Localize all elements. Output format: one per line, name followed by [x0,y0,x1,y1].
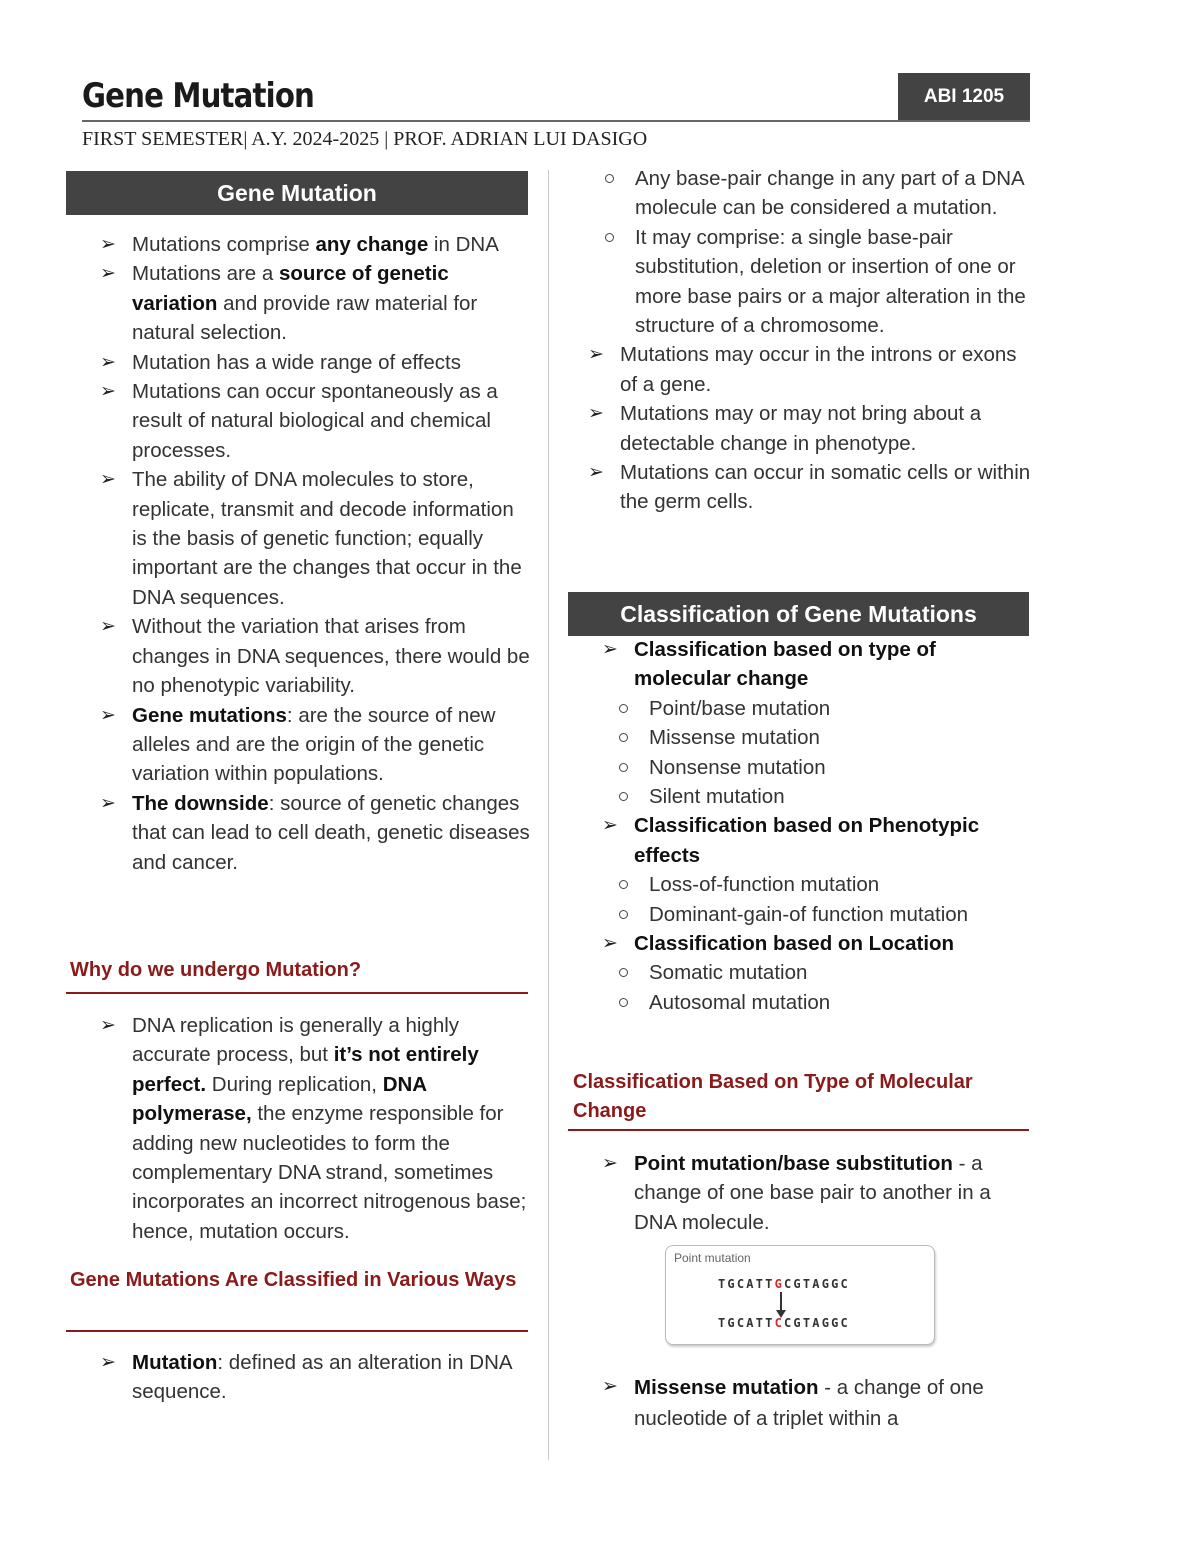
arrowhead-bullet-icon: ➢ [602,933,618,955]
classification-list [582,635,1034,1017]
list-item: ➢ Point mutation/base substitution - a change of one base pair to another in a DNA molecule. [582,1149,1034,1237]
heading-underline [66,992,528,994]
circle-bullet-icon [605,174,614,183]
gene-mutation-bullets [80,230,532,877]
arrowhead-bullet-icon: ➢ [588,403,604,425]
arrowhead-bullet-icon: ➢ [100,616,116,638]
arrowhead-bullet-icon: ➢ [100,469,116,491]
arrowhead-bullet-icon: ➢ [602,1153,618,1174]
arrowhead-bullet-icon: ➢ [602,815,618,837]
circle-bullet-icon [619,704,628,713]
circle-bullet-icon [619,968,628,977]
circle-bullet-icon [619,910,628,919]
arrowhead-bullet-icon: ➢ [602,1376,618,1397]
sub-list [582,870,1034,929]
section-title-classification: Classification of Gene Mutations [568,592,1029,636]
list-item: ➢ Classification based on type of molecular change Point/base mutation Missense mutation Nonsense mutation Silent mutation [582,635,1034,811]
arrowhead-bullet-icon: ➢ [100,381,116,403]
list-item: ➢ Gene mutations: are the source of new alleles and are the origin of the genetic variation within populations. [80,701,532,789]
sub-list [568,164,1038,340]
heading-underline [568,1129,1029,1131]
circle-bullet-icon [619,880,628,889]
circle-bullet-icon [619,998,628,1007]
list-item: ➢ Mutation: defined as an alteration in DNA sequence. [80,1348,532,1407]
arrowhead-bullet-icon: ➢ [100,234,116,255]
list-item: ➢ Mutations may occur in the introns or exons of a gene. [568,340,1038,399]
arrowhead-bullet-icon: ➢ [100,792,116,814]
sub-list [582,694,1034,812]
mutated-sequence: TGCATTCCGTAGGC [718,1316,850,1330]
section-title-gene-mutation: Gene Mutation [66,171,528,215]
list-item: ➢ Mutations may or may not bring about a detectable change in phenotype. [568,399,1038,458]
arrowhead-bullet-icon: ➢ [588,344,604,366]
sub-list-item: Any base-pair change in any part of a DNA molecule can be considered a mutation. [568,164,1038,223]
list-item: ➢ Classification based on Location Somatic mutation Autosomal mutation [582,929,1034,1017]
point-mutation-bullets [582,1149,1034,1237]
list-item: ➢ Mutations comprise any change in DNA [80,230,532,259]
why-mutation-bullets [80,1011,532,1246]
list-item: ➢ DNA replication is generally a highly accurate process, but it’s not entirely perfect. During replication, DNA polymerase, the enzyme responsible for adding new nucleotides to form the complementary DNA strand, sometimes incorporates an incorrect nitrogenous base; hence, mutation occurs. [80,1011,532,1246]
list-item: ➢ Without the variation that arises from changes in DNA sequences, there would be no phenotypic variability. [80,612,532,700]
arrowhead-bullet-icon: ➢ [100,1352,116,1373]
list-item: ➢ The ability of DNA molecules to store, replicate, transmit and decode information is the basis of genetic function; equally important are the changes that occur in the DNA sequences. [80,465,532,612]
original-sequence: TGCATTGCGTAGGC [718,1277,850,1291]
subtitle: FIRST SEMESTER| A.Y. 2024-2025 | PROF. ADRIAN LUI DASIGO [82,128,648,150]
sub-list-item: Missense mutation [582,723,1034,752]
arrowhead-bullet-icon: ➢ [588,462,604,484]
page-title: Gene Mutation [82,76,315,116]
continued-sublist [568,164,1038,517]
list-item: ➢ Mutations can occur in somatic cells or within the germ cells. [568,458,1038,517]
missense-bullets [582,1372,1034,1434]
circle-bullet-icon [619,733,628,742]
figure-caption: Point mutation [674,1251,751,1265]
sub-list-item: Dominant-gain-of function mutation [582,900,1034,929]
arrowhead-bullet-icon: ➢ [100,704,116,726]
sub-list-item: Loss-of-function mutation [582,870,1034,899]
sub-list-item: Somatic mutation [582,958,1034,987]
list-item: ➢ Mutations are a source of genetic variation and provide raw material for natural selection. [80,259,532,347]
circle-bullet-icon [605,233,614,242]
list-item [568,164,1038,340]
list-item: ➢ Mutation has a wide range of effects [80,348,532,377]
sub-list-item: Autosomal mutation [582,988,1034,1017]
point-mutation-figure [665,1245,935,1345]
list-item: ➢ Missense mutation - a change of one nucleotide of a triplet within a [582,1372,1034,1434]
arrowhead-bullet-icon: ➢ [100,263,116,285]
heading-classified-ways: Gene Mutations Are Classified in Various Ways [70,1269,517,1291]
sub-list-item: It may comprise: a single base-pair substitution, deletion or insertion of one or more base pairs or a major alteration in the structure of a chromosome. [568,223,1038,341]
course-code-badge: ABI 1205 [898,73,1030,121]
arrowhead-bullet-icon: ➢ [100,351,116,373]
sub-list-item: Silent mutation [582,782,1034,811]
list-item: ➢ Mutations can occur spontaneously as a result of natural biological and chemical processes. [80,377,532,465]
list-item: ➢ The downside: source of genetic changes that can lead to cell death, genetic diseases and cancer. [80,789,532,877]
heading-underline [66,1330,528,1332]
sub-list-item: Nonsense mutation [582,753,1034,782]
mutation-definition-bullets [80,1348,532,1407]
heading-why-mutation: Why do we undergo Mutation? [70,959,362,981]
arrowhead-bullet-icon: ➢ [602,639,618,660]
column-divider [548,170,549,1460]
sub-list-item: Point/base mutation [582,694,1034,723]
header-rule [82,120,1030,122]
sub-list [582,958,1034,1017]
list-item: ➢ Classification based on Phenotypic effects Loss-of-function mutation Dominant-gain-of function mutation [582,811,1034,929]
arrowhead-bullet-icon: ➢ [100,1015,116,1036]
heading-molecular-change: Classification Based on Type of Molecular Change [573,1071,973,1122]
circle-bullet-icon [619,792,628,801]
circle-bullet-icon [619,763,628,772]
